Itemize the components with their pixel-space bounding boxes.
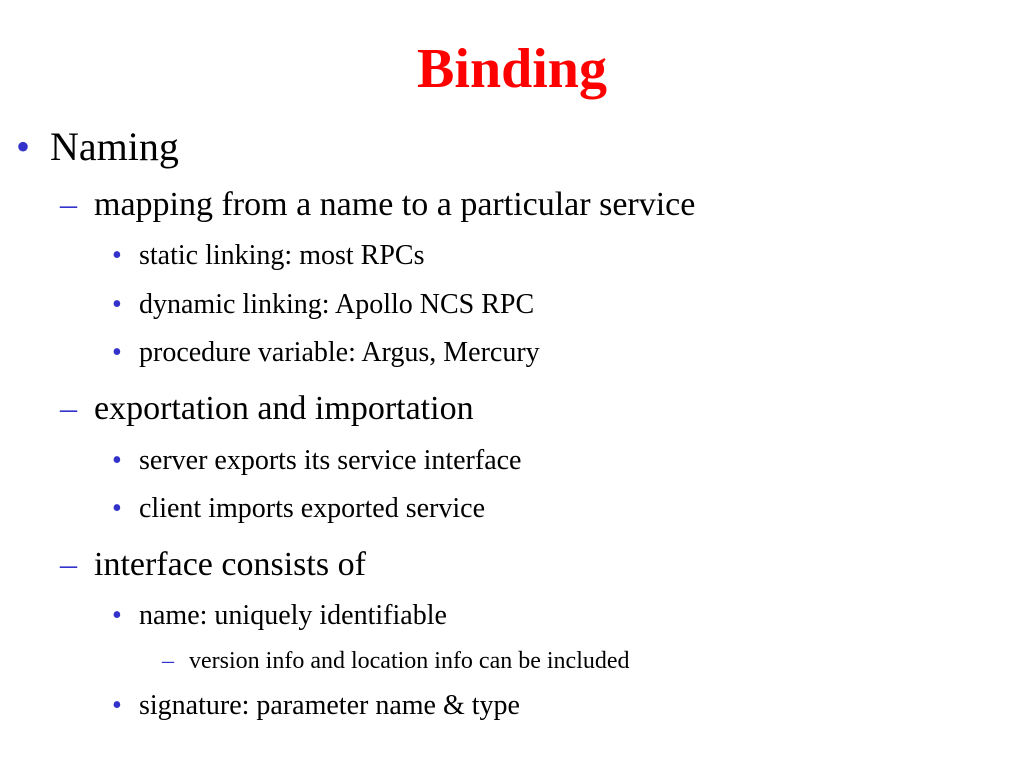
bullet-item-level3 — [112, 690, 520, 722]
bullet-dot-icon: • — [112, 600, 122, 631]
bullet-dot-icon: • — [112, 445, 122, 476]
bullet-item-level3 — [112, 337, 540, 369]
bullet-item-level3 — [112, 240, 424, 272]
bullet-item-level3 — [112, 289, 534, 321]
bullet-item-level3 — [112, 445, 521, 477]
bullet-text: name: uniquely identifiable — [139, 600, 447, 631]
bullet-item-level2 — [60, 186, 695, 224]
bullet-item-level4 — [162, 648, 630, 675]
bullet-dash-icon: – — [60, 546, 77, 583]
bullet-dot-icon: • — [112, 289, 122, 320]
bullet-item-level3 — [112, 600, 447, 632]
bullet-item-level1 — [16, 123, 179, 170]
bullet-dot-icon: • — [112, 240, 122, 271]
bullet-text: server exports its service interface — [139, 445, 522, 476]
bullet-dot-icon: • — [16, 124, 31, 169]
bullet-text: static linking: most RPCs — [139, 240, 425, 271]
bullet-dash-icon: – — [60, 186, 77, 223]
bullet-dash-icon: – — [162, 648, 174, 674]
slide-title: Binding — [417, 38, 607, 100]
bullet-dash-icon: – — [60, 390, 77, 427]
bullet-text: procedure variable: Argus, Mercury — [139, 337, 540, 368]
bullet-text: version info and location info can be included — [189, 648, 630, 674]
bullet-text: interface consists of — [94, 546, 366, 583]
bullet-dot-icon: • — [112, 337, 122, 368]
bullet-text: dynamic linking: Apollo NCS RPC — [139, 289, 535, 320]
bullet-item-level2 — [60, 390, 474, 428]
bullet-text: client imports exported service — [139, 493, 485, 524]
bullet-item-level3 — [112, 493, 485, 525]
bullet-item-level2 — [60, 546, 366, 584]
bullet-text: exportation and importation — [94, 390, 474, 427]
bullet-text: mapping from a name to a particular service — [94, 186, 696, 223]
bullet-text: signature: parameter name & type — [139, 690, 520, 721]
bullet-text: Naming — [50, 124, 179, 169]
bullet-dot-icon: • — [112, 493, 122, 524]
bullet-dot-icon: • — [112, 690, 122, 721]
